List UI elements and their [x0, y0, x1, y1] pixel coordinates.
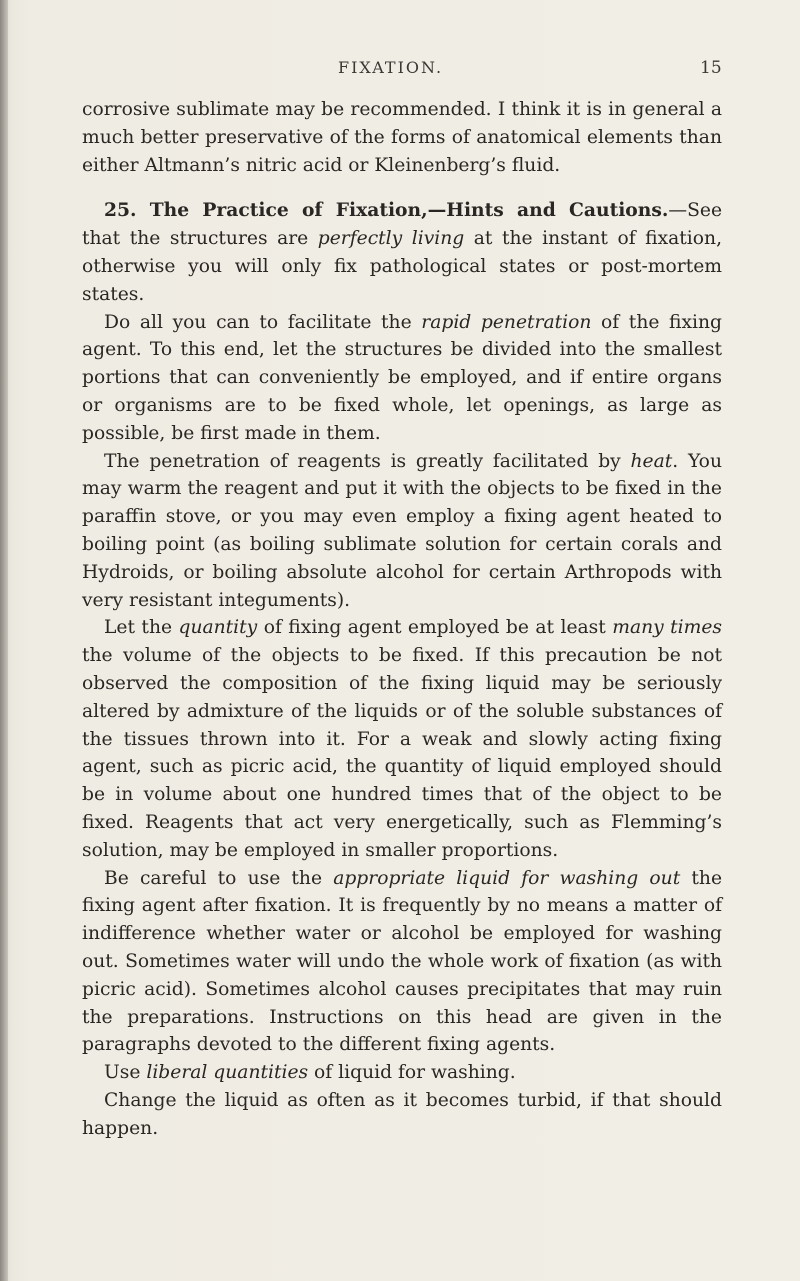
paragraph-text: of fixing agent employed be at least	[257, 617, 613, 639]
emphasis-heat: heat	[630, 450, 673, 472]
page-binding-edge	[0, 0, 8, 1281]
emphasis-quantity: quantity	[178, 617, 258, 639]
paragraph-quantity	[82, 614, 722, 864]
page-body	[82, 96, 722, 1142]
section-intro-text-rest: at the instant of fixation, otherwise you will only fix pathological states or post-mortem states.	[82, 228, 723, 305]
paragraph-text: of liquid for washing.	[308, 1062, 516, 1084]
page-number: 15	[700, 58, 722, 78]
emphasis-rapid-penetration: rapid penetration	[421, 311, 592, 333]
emphasis-many-times: many times	[612, 617, 722, 639]
paragraph-washing-liquid	[82, 865, 722, 1060]
paragraph-text: Do all you can to facilitate the	[104, 311, 422, 333]
running-head	[0, 58, 800, 82]
emphasis-liberal-quantities: liberal quantities	[146, 1062, 309, 1084]
section-heading: 25. The Practice of Fixation,—Hints and Cautions.	[104, 199, 669, 222]
section-paragraph	[82, 197, 722, 308]
paragraph-text: The penetration of reagents is greatly facilitated by	[104, 450, 631, 472]
paragraph-text: the fixing agent after fixation. It is frequently by no means a matter of indifference whether water or alcohol be employed for washing out. Sometimes water will undo the whole work of fixation (as with picric acid). Sometimes alcohol causes precipitates that may ruin the preparations. Instructions on this head are given in the paragraphs devoted to the different fixing agents.	[82, 867, 723, 1056]
running-head-title: FIXATION.	[338, 58, 444, 77]
emphasis-appropriate-liquid: appropriate liquid for washing out	[333, 867, 681, 889]
paragraph-text: Let the	[104, 617, 179, 639]
paragraph-liberal-quantities	[82, 1059, 722, 1087]
paragraph-heat	[82, 448, 722, 615]
paragraph-text: of the fixing agent. To this end, let the structures be divided into the smallest portions that can conveniently be employed, and if entire organs or organisms are to be fixed whole, let openings, as large as possible, be first made in them.	[82, 311, 723, 444]
paragraph-penetration	[82, 309, 722, 448]
paragraph-text: the volume of the objects to be fixed. If this precaution be not observed the composition of the fixing liquid may be seriously altered by admixture of the liquids or of the soluble substances of the tissues thrown into it. For a weak and slowly acting fixing agent, such as picric acid, the quantity of liquid employed should be in volume about one hundred times that of the object to be fixed. Reagents that act very energetically, such as Flemming’s solution, may be employed in smaller proportions.	[82, 645, 722, 861]
section-intro-text: —See that the structures are	[82, 200, 722, 250]
paragraph-change-liquid: Change the liquid as often as it becomes turbid, if that should happen.	[82, 1089, 722, 1139]
paragraph-text: Use	[104, 1062, 147, 1084]
paragraph-text: Be careful to use the	[104, 867, 334, 889]
emphasis-perfectly-living: perfectly living	[317, 228, 465, 250]
paragraph-text: . You may warm the reagent and put it with the objects to be fixed in the paraffin stove, or you may even employ a fixing agent heated to boiling point (as boiling sublimate solution for certain corals and Hydroids, or boiling absolute alcohol for certain Arthropods with very resistant integuments).	[82, 450, 722, 611]
opening-paragraph: corrosive sublimate may be recommended. I think it is in general a much better preservative of the forms of anatomical elements than either Altmann’s nitric acid or Kleinenberg’s fluid.	[82, 99, 722, 176]
